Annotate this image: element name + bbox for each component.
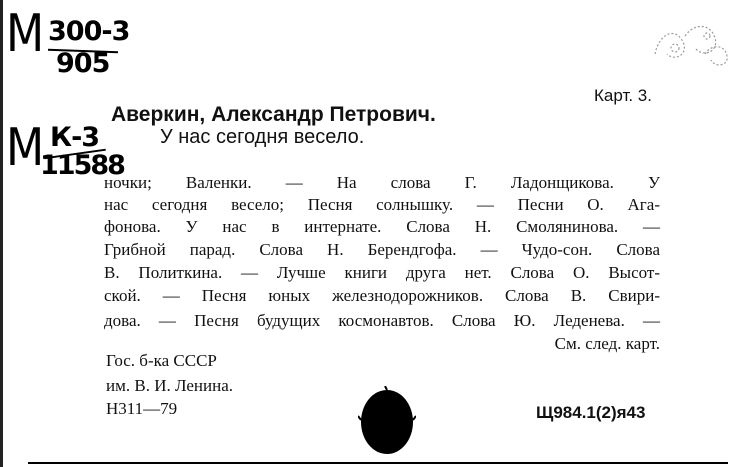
classification-index: Щ984.1(2)я43: [536, 403, 646, 422]
punch-hole-icon: [358, 386, 416, 458]
shelf-mark-1-bottom: 905: [56, 48, 110, 79]
shelf-mark-2-bottom: 11588: [40, 150, 124, 181]
body-line: ской. — Песня юных железнодорожников. Слова В. Свири-: [104, 286, 660, 305]
continuation-note: См. след. карт.: [554, 334, 660, 353]
faint-stamp-icon: [645, 14, 735, 74]
shelf-mark-1-letter: М: [6, 4, 43, 64]
body-line: нас сегодня весело; Песня солнышку. — Песни О. Ага-: [104, 195, 660, 214]
shelf-mark-1-top: 300-3: [48, 16, 130, 47]
imprint-library: Гос. б-ка СССР: [106, 351, 217, 370]
body-line: ночки; Валенки. — На слова Г. Ладонщикова. У: [104, 173, 660, 192]
body-line: фонова. У нас в интернате. Слова Н. Смолянинова. —: [104, 217, 660, 236]
body-line: В. Политкина. — Лучше книги друга нет. Слова О. Высот-: [104, 263, 660, 282]
imprint-library-name: им. В. И. Ленина.: [106, 376, 234, 395]
shelf-mark-2-top: К-3: [50, 122, 100, 153]
body-line: Грибной парад. Слова Н. Берендгофа. — Чудо-сон. Слова: [104, 240, 660, 259]
card-left-edge: [0, 0, 3, 467]
author-heading: Аверкин, Александр Петрович.: [111, 103, 436, 126]
shelf-mark-2-letter: М: [6, 118, 45, 178]
card-bottom-edge: [28, 462, 728, 464]
body-line: дова. — Песня будущих космонавтов. Слова Ю. Леденева. —: [104, 311, 660, 330]
card-number: Карт. 3.: [594, 86, 652, 105]
imprint-order-number: Н311—79: [106, 399, 178, 418]
work-title: У нас сегодня весело.: [160, 126, 365, 148]
